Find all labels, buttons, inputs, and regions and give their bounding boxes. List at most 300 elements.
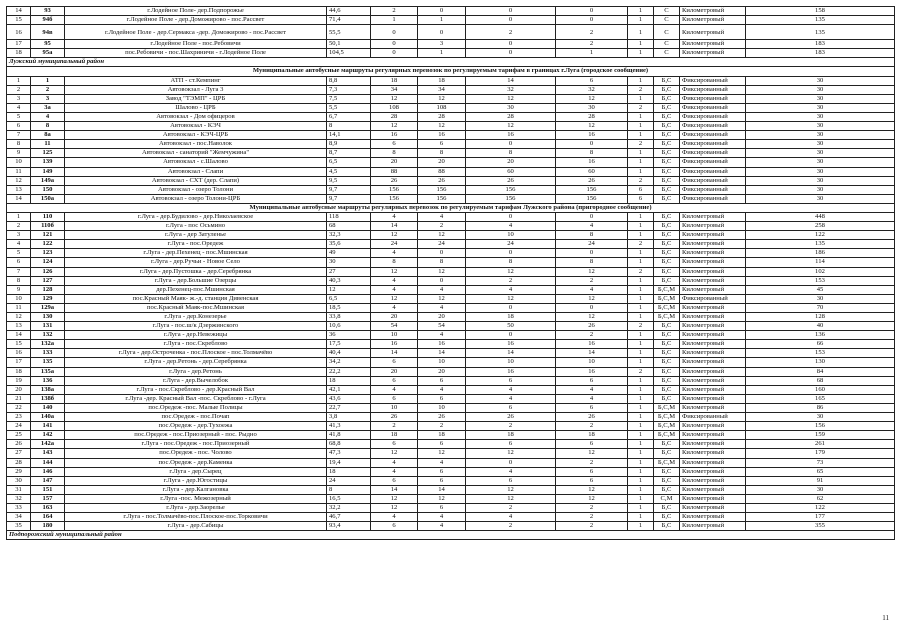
- cell: 24: [466, 240, 556, 249]
- cell: 2: [628, 103, 654, 112]
- cell: 30: [746, 485, 895, 494]
- cell: 144: [31, 458, 65, 467]
- cell: 2: [466, 422, 556, 431]
- cell: 135: [746, 16, 895, 25]
- cell: 8: [556, 231, 628, 240]
- cell: 4: [418, 285, 466, 294]
- cell: 6: [371, 358, 418, 367]
- cell: 20: [418, 158, 466, 167]
- cell: 16: [7, 349, 31, 358]
- cell: 1: [628, 376, 654, 385]
- cell: Автовокзал - санаторий "Жемчужина": [65, 149, 327, 158]
- cell: Б,С,М: [654, 313, 680, 322]
- cell: 1: [628, 7, 654, 16]
- cell: 16: [7, 25, 31, 40]
- cell: 68: [327, 222, 371, 231]
- cell: 10: [466, 358, 556, 367]
- cell: 7,5: [327, 94, 371, 103]
- cell: 14: [371, 485, 418, 494]
- cell: 130: [31, 313, 65, 322]
- cell: 4: [466, 467, 556, 476]
- cell: 25: [7, 431, 31, 440]
- cell: 8: [371, 149, 418, 158]
- route-row: [7, 431, 895, 440]
- cell: 1: [628, 16, 654, 25]
- cell: Автовокзал - КЭЧ: [65, 122, 327, 131]
- cell: 2: [466, 25, 556, 40]
- cell: 1: [628, 76, 654, 85]
- cell: Фиксированный: [680, 194, 746, 203]
- cell: 30: [746, 85, 895, 94]
- cell: Километровый: [680, 458, 746, 467]
- route-row: [7, 322, 895, 331]
- cell: 2: [418, 422, 466, 431]
- cell: 12: [466, 294, 556, 303]
- cell: 2: [628, 267, 654, 276]
- cell: 8: [556, 149, 628, 158]
- cell: 8: [7, 276, 31, 285]
- cell: 2: [556, 422, 628, 431]
- cell: 16: [371, 340, 418, 349]
- cell: Километровый: [680, 249, 746, 258]
- cell: 2: [418, 222, 466, 231]
- cell: 30: [746, 176, 895, 185]
- cell: 17: [7, 40, 31, 49]
- cell: 0: [466, 7, 556, 16]
- cell: Километровый: [680, 258, 746, 267]
- cell: С,М: [654, 494, 680, 503]
- cell: Километровый: [680, 222, 746, 231]
- route-row: [7, 449, 895, 458]
- cell: 4: [556, 394, 628, 403]
- cell: 1: [628, 358, 654, 367]
- cell: 147: [31, 476, 65, 485]
- route-row: [7, 422, 895, 431]
- cell: 18: [371, 431, 418, 440]
- cell: 6: [418, 503, 466, 512]
- cell: 43,6: [327, 394, 371, 403]
- cell: 26: [371, 413, 418, 422]
- cell: 4: [7, 103, 31, 112]
- cell: 70: [746, 303, 895, 312]
- cell: Б,С,М: [654, 294, 680, 303]
- cell: 12: [327, 285, 371, 294]
- cell: 15: [7, 16, 31, 25]
- route-row: [7, 231, 895, 240]
- cell: Километровый: [680, 240, 746, 249]
- cell: 5,5: [327, 103, 371, 112]
- cell: 30: [746, 185, 895, 194]
- cell: Б,С: [654, 240, 680, 249]
- cell: 12: [466, 122, 556, 131]
- cell: 11: [7, 303, 31, 312]
- cell: 1: [628, 476, 654, 485]
- cell: Б,С: [654, 76, 680, 85]
- cell: Б,С,М: [654, 303, 680, 312]
- cell: 1: [628, 449, 654, 458]
- cell: Километровый: [680, 422, 746, 431]
- cell: 1: [628, 212, 654, 221]
- cell: 31: [7, 485, 31, 494]
- cell: 24: [556, 240, 628, 249]
- cell: 30: [746, 76, 895, 85]
- cell: 30: [746, 413, 895, 422]
- cell: 165: [746, 394, 895, 403]
- cell: г.Луга - дер.Ручьи - Новое Село: [65, 258, 327, 267]
- cell: пос.Оредеж - дер.Тухоежа: [65, 422, 327, 431]
- cell: 6: [371, 376, 418, 385]
- cell: 2: [628, 140, 654, 149]
- cell: 0: [418, 25, 466, 40]
- route-row: [7, 112, 895, 121]
- cell: Километровый: [680, 513, 746, 522]
- cell: 163: [31, 503, 65, 512]
- cell: Километровый: [680, 440, 746, 449]
- cell: 6,5: [327, 158, 371, 167]
- cell: 1: [628, 25, 654, 40]
- cell: 4: [371, 513, 418, 522]
- cell: 30: [746, 194, 895, 203]
- route-row: [7, 467, 895, 476]
- cell: 9: [7, 149, 31, 158]
- district-heading: [7, 58, 895, 67]
- cell: 71,4: [327, 16, 371, 25]
- cell: г.Луга - дер.Калгановка: [65, 485, 327, 494]
- cell: 4: [466, 513, 556, 522]
- cell: 3,8: [327, 413, 371, 422]
- cell: 2: [628, 176, 654, 185]
- cell: 138б: [31, 394, 65, 403]
- cell: Автовокзал - КЭЧ-ЦРБ: [65, 131, 327, 140]
- cell: 130: [746, 358, 895, 367]
- cell: Фиксированный: [680, 158, 746, 167]
- cell: 68,8: [327, 440, 371, 449]
- cell: 6,5: [327, 294, 371, 303]
- cell: Б,С: [654, 194, 680, 203]
- cell: 6: [556, 76, 628, 85]
- cell: 5: [7, 112, 31, 121]
- cell: 10: [418, 358, 466, 367]
- cell: г.Лодейное Поле - дер.Сермакса -дер. Доможирово - пос.Рассвет: [65, 25, 327, 40]
- cell: 24: [371, 240, 418, 249]
- cell: 91: [746, 476, 895, 485]
- cell: 54: [371, 322, 418, 331]
- cell: 110: [31, 212, 65, 221]
- cell: 102: [746, 267, 895, 276]
- cell: 150: [31, 185, 65, 194]
- cell: г.Луга - дер.Заорелье: [65, 503, 327, 512]
- cell: 8: [327, 122, 371, 131]
- cell: 12: [418, 231, 466, 240]
- cell: 6: [556, 476, 628, 485]
- cell: 156: [371, 185, 418, 194]
- cell: 1: [628, 258, 654, 267]
- cell: Километровый: [680, 476, 746, 485]
- cell: 20: [418, 367, 466, 376]
- cell: 30: [746, 103, 895, 112]
- route-row: [7, 458, 895, 467]
- cell: 2: [556, 331, 628, 340]
- cell: 2: [371, 422, 418, 431]
- cell: 93,4: [327, 522, 371, 531]
- cell: Километровый: [680, 522, 746, 531]
- cell: 95: [31, 40, 65, 49]
- route-row: [7, 76, 895, 85]
- cell: 22,7: [327, 403, 371, 412]
- cell: 6: [371, 140, 418, 149]
- cell: Километровый: [680, 349, 746, 358]
- cell: Б,С: [654, 394, 680, 403]
- cell: г.Луга - пос.Скреблово - дер.Красный Вал: [65, 385, 327, 394]
- cell: 135: [746, 240, 895, 249]
- cell: 30: [746, 294, 895, 303]
- cell: 16: [556, 131, 628, 140]
- cell: 1: [628, 303, 654, 312]
- cell: 1: [628, 440, 654, 449]
- route-row: [7, 7, 895, 16]
- cell: 8: [418, 149, 466, 158]
- cell: 18: [418, 76, 466, 85]
- cell: 0: [556, 140, 628, 149]
- cell: 149: [31, 167, 65, 176]
- cell: 14,1: [327, 131, 371, 140]
- cell: 16: [371, 131, 418, 140]
- cell: г.Луга - дер.Большие Озерцы: [65, 276, 327, 285]
- cell: 123: [31, 249, 65, 258]
- cell: 2: [556, 513, 628, 522]
- cell: г.Лодейное Поле - пос.Ребовичи: [65, 40, 327, 49]
- cell: 32,3: [327, 231, 371, 240]
- cell: Километровый: [680, 276, 746, 285]
- cell: 1: [628, 422, 654, 431]
- cell: 0: [556, 249, 628, 258]
- cell: 41,3: [327, 422, 371, 431]
- cell: 8: [466, 258, 556, 267]
- cell: 6: [371, 476, 418, 485]
- cell: 16: [466, 367, 556, 376]
- cell: 14: [7, 7, 31, 16]
- cell: 40: [746, 322, 895, 331]
- cell: 9,5: [327, 176, 371, 185]
- cell: Километровый: [680, 25, 746, 40]
- cell: Б,С: [654, 176, 680, 185]
- cell: 88: [418, 167, 466, 176]
- cell: Фиксированный: [680, 185, 746, 194]
- cell: 1: [628, 285, 654, 294]
- cell: 30: [327, 258, 371, 267]
- cell: 16: [466, 131, 556, 140]
- cell: 2: [628, 322, 654, 331]
- cell: 15: [7, 340, 31, 349]
- cell: пос.Оредеж - дер.Каменка: [65, 458, 327, 467]
- cell: г.Лодейное Поле- дер.Подпорожье: [65, 7, 327, 16]
- district-heading: [7, 531, 895, 540]
- cell: г.Луга - пос.ш/к Дзержинского: [65, 322, 327, 331]
- cell: 1: [418, 16, 466, 25]
- cell: 131: [31, 322, 65, 331]
- cell: 4: [556, 385, 628, 394]
- cell: 4: [418, 458, 466, 467]
- cell: 129а: [31, 303, 65, 312]
- cell: 135а: [31, 367, 65, 376]
- route-row: [7, 513, 895, 522]
- cell: Километровый: [680, 385, 746, 394]
- cell: Автовокзал - озеро Толони: [65, 185, 327, 194]
- route-row: [7, 267, 895, 276]
- cell: 34: [7, 513, 31, 522]
- cell: Автовокзал - Дом офицеров: [65, 112, 327, 121]
- cell: 14: [371, 349, 418, 358]
- route-row: [7, 285, 895, 294]
- cell: 16: [418, 340, 466, 349]
- cell: пос.Красный Маяк-пос.Мшинская: [65, 303, 327, 312]
- cell: 3: [7, 94, 31, 103]
- cell: 47,3: [327, 449, 371, 458]
- cell: Б,С: [654, 185, 680, 194]
- cell: Б,С,М: [654, 285, 680, 294]
- cell: 93: [31, 7, 65, 16]
- cell: 0: [418, 7, 466, 16]
- cell: 4: [371, 276, 418, 285]
- cell: 50: [466, 322, 556, 331]
- cell: Фиксированный: [680, 294, 746, 303]
- cell: дер.Пехенец-пос.Мшинская: [65, 285, 327, 294]
- cell: 108: [418, 103, 466, 112]
- cell: 138а: [31, 385, 65, 394]
- cell: 12: [371, 494, 418, 503]
- cell: 9: [7, 285, 31, 294]
- cell: 5: [7, 249, 31, 258]
- cell: 126: [31, 267, 65, 276]
- cell: 4: [371, 467, 418, 476]
- cell: 3: [31, 94, 65, 103]
- urban-section-title: [7, 67, 895, 76]
- cell: 2: [556, 276, 628, 285]
- cell: 12: [418, 267, 466, 276]
- cell: Километровый: [680, 467, 746, 476]
- cell: г.Луга - пос.Оредеж: [65, 240, 327, 249]
- cell: 4: [466, 222, 556, 231]
- cell: 16: [418, 131, 466, 140]
- cell: 118: [327, 212, 371, 221]
- cell: 8,9: [327, 140, 371, 149]
- cell: 28: [466, 112, 556, 121]
- route-row: [7, 376, 895, 385]
- cell: 2: [31, 85, 65, 94]
- cell: 14: [418, 485, 466, 494]
- cell: 140а: [31, 413, 65, 422]
- cell: 26: [466, 413, 556, 422]
- cell: 18: [418, 431, 466, 440]
- cell: 12: [371, 122, 418, 131]
- cell: 12: [556, 313, 628, 322]
- cell: Б,С: [654, 249, 680, 258]
- cell: 12: [371, 294, 418, 303]
- cell: г.Луга - дер.Ретонь - дер.Серебрянка: [65, 358, 327, 367]
- cell: 0: [466, 303, 556, 312]
- cell: Б,С: [654, 267, 680, 276]
- cell: Километровый: [680, 7, 746, 16]
- cell: 10: [371, 403, 418, 412]
- cell: 2: [556, 458, 628, 467]
- route-row: [7, 340, 895, 349]
- cell: Километровый: [680, 394, 746, 403]
- cell: Б,С: [654, 331, 680, 340]
- cell: 45: [746, 285, 895, 294]
- cell: 136: [746, 331, 895, 340]
- cell: 33,8: [327, 313, 371, 322]
- cell: 261: [746, 440, 895, 449]
- route-row: [7, 522, 895, 531]
- cell: 122: [746, 503, 895, 512]
- cell: 0: [466, 40, 556, 49]
- cell: Б,С: [654, 258, 680, 267]
- cell: 6: [418, 394, 466, 403]
- route-row: [7, 131, 895, 140]
- route-row: [7, 249, 895, 258]
- cell: Б,С: [654, 367, 680, 376]
- cell: 0: [466, 140, 556, 149]
- cell: 88: [371, 167, 418, 176]
- route-row: [7, 185, 895, 194]
- cell: 55,5: [327, 25, 371, 40]
- cell: 84: [746, 367, 895, 376]
- cell: Километровый: [680, 449, 746, 458]
- cell: 12: [418, 294, 466, 303]
- cell: 14: [371, 222, 418, 231]
- cell: 4: [371, 212, 418, 221]
- cell: 2: [466, 503, 556, 512]
- cell: 94б: [31, 16, 65, 25]
- cell: 33: [7, 503, 31, 512]
- cell: 24: [7, 422, 31, 431]
- cell: 10: [7, 158, 31, 167]
- cell: 180: [31, 522, 65, 531]
- cell: 26: [556, 322, 628, 331]
- cell: 4: [418, 303, 466, 312]
- cell: Фиксированный: [680, 413, 746, 422]
- cell: 8: [371, 258, 418, 267]
- cell: 1: [628, 158, 654, 167]
- cell: Километровый: [680, 267, 746, 276]
- cell: 140: [31, 403, 65, 412]
- cell: Автовокзал - пос.Наволок: [65, 140, 327, 149]
- cell: 32: [556, 85, 628, 94]
- cell: 60: [466, 167, 556, 176]
- cell: 156: [418, 194, 466, 203]
- cell: 19,4: [327, 458, 371, 467]
- cell: 1: [628, 522, 654, 531]
- cell: 183: [746, 40, 895, 49]
- cell: 110б: [31, 222, 65, 231]
- cell: 16,5: [327, 494, 371, 503]
- cell: 6: [418, 467, 466, 476]
- cell: 143: [31, 449, 65, 458]
- cell: 6: [7, 258, 31, 267]
- cell: 6: [556, 403, 628, 412]
- cell: 4: [466, 394, 556, 403]
- route-row: [7, 94, 895, 103]
- cell: 28: [556, 112, 628, 121]
- cell: г.Лодейное Поле - дер.Доможирово - пос.Рассвет: [65, 16, 327, 25]
- cell: Километровый: [680, 322, 746, 331]
- cell: Автовокзал - с.Шалово: [65, 158, 327, 167]
- cell: 12: [556, 267, 628, 276]
- cell: Б,С: [654, 222, 680, 231]
- cell: 164: [31, 513, 65, 522]
- route-row: [7, 122, 895, 131]
- cell: г.Луга - дер.Пехенец - пос.Мшинская: [65, 249, 327, 258]
